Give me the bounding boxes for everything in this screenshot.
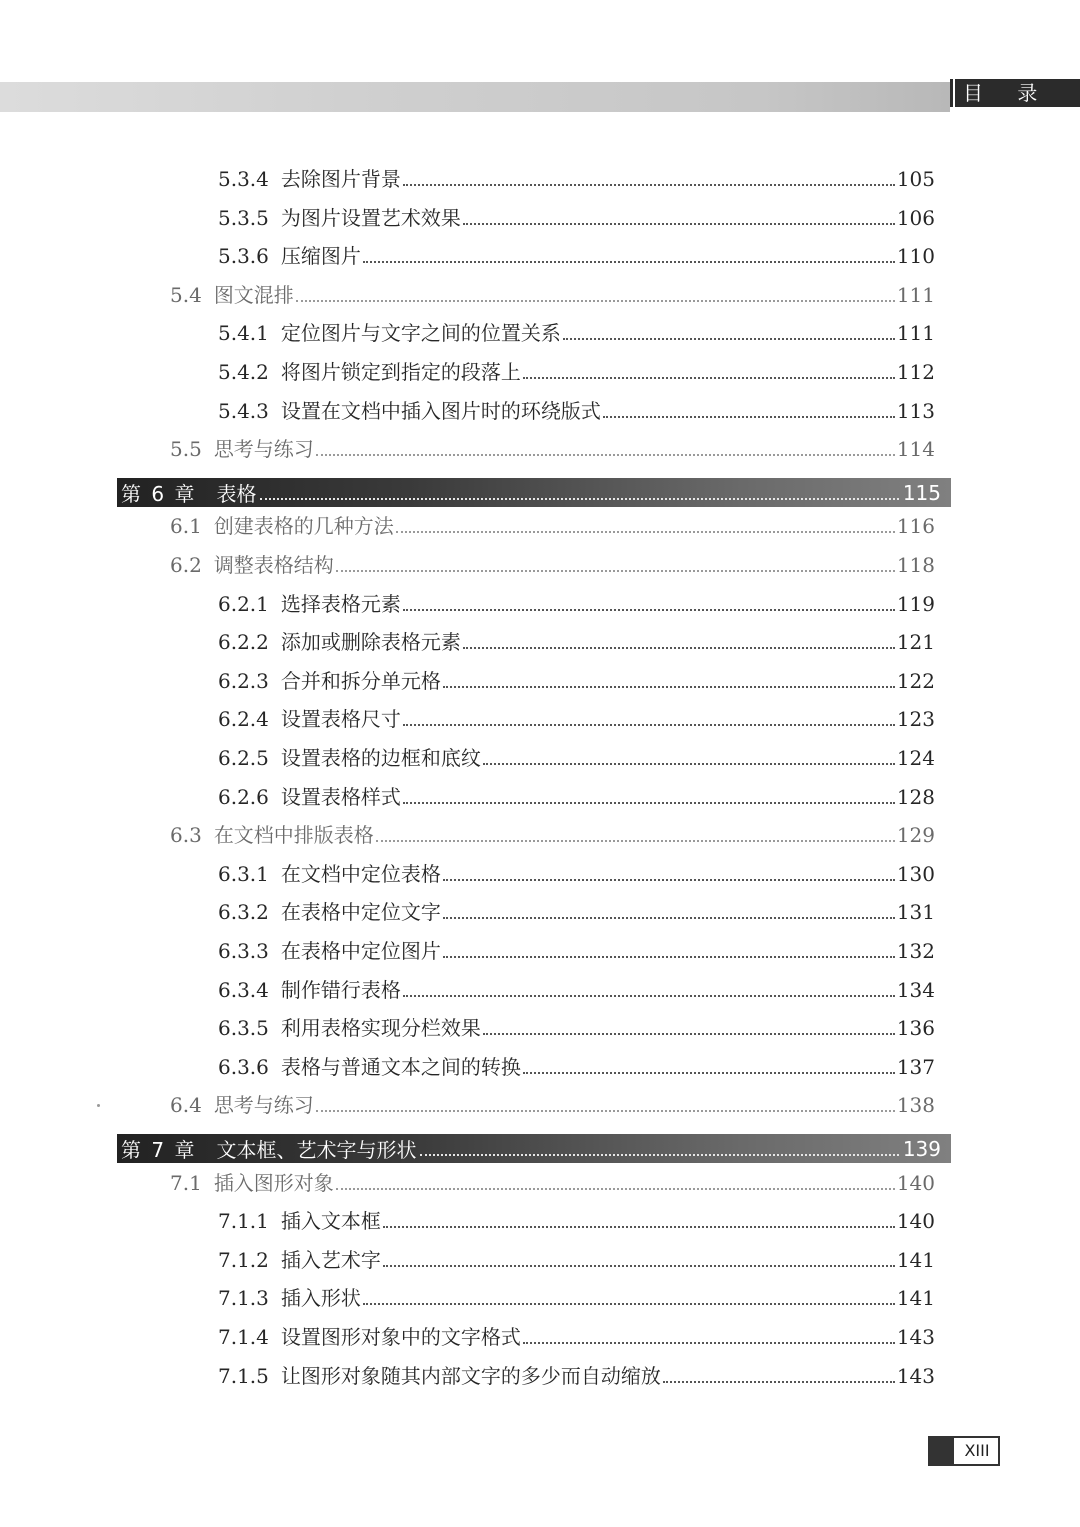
toc-section-row (170, 427, 935, 463)
entry-title: 插入图形对象 (213, 1171, 334, 1195)
toc-subsection-row (218, 1276, 935, 1312)
entry-page: 111 (896, 283, 935, 307)
toc-subsection-row (218, 736, 935, 772)
toc-chapter-row (117, 478, 951, 507)
entry-page: 110 (896, 244, 935, 268)
entry-page: 105 (896, 167, 935, 191)
entry-number: 7.1.5 (218, 1364, 269, 1388)
dot-leader (523, 1342, 895, 1344)
entry-page: 132 (896, 939, 935, 963)
dot-leader (316, 454, 895, 456)
entry-title: 图文混排 (213, 283, 294, 307)
entry-title: 设置表格尺寸 (280, 707, 401, 731)
dot-leader (563, 338, 895, 340)
chapter-page: 139 (902, 1136, 941, 1161)
toc-section-row (170, 1161, 935, 1197)
entry-number: 5.4.3 (218, 399, 269, 423)
entry-page: 124 (896, 746, 935, 770)
entry-page: 138 (896, 1093, 935, 1117)
entry-page: 122 (896, 669, 935, 693)
toc-subsection-row (218, 1354, 935, 1390)
entry-title: 设置在文档中插入图片时的环绕版式 (280, 399, 601, 423)
entry-title: 合并和拆分单元格 (280, 669, 441, 693)
entry-title: 在文档中定位表格 (280, 862, 441, 886)
section-label: 目 录 (955, 79, 1080, 107)
toc-section-row (170, 813, 935, 849)
toc-subsection-row (218, 196, 935, 232)
toc-section-row (170, 1083, 935, 1119)
chapter-title: 表格 (216, 482, 257, 506)
entry-page: 123 (896, 707, 935, 731)
entry-page: 118 (896, 553, 935, 577)
entry-number: 6.3.5 (218, 1016, 269, 1040)
page-number-shade (930, 1438, 954, 1464)
entry-number: 6.3.3 (218, 939, 269, 963)
toc-subsection-row (218, 929, 935, 965)
entry-number: 5.4.2 (218, 360, 269, 384)
entry-title: 制作错行表格 (280, 978, 401, 1002)
entry-number: 5.4.1 (218, 321, 269, 345)
entry-number: 7.1.3 (218, 1286, 269, 1310)
chapter-number: 第 7 章 (121, 1138, 197, 1162)
entry-title: 选择表格元素 (280, 592, 401, 616)
entry-page: 134 (896, 978, 935, 1002)
dot-leader (336, 1188, 895, 1190)
entry-number: 6.2.1 (218, 592, 269, 616)
scan-speck (97, 1104, 100, 1107)
entry-page: 116 (896, 514, 935, 538)
toc-subsection-row (218, 620, 935, 656)
entry-title: 在表格中定位文字 (280, 900, 441, 924)
dot-leader (463, 647, 895, 649)
toc-chapter-row (117, 1134, 951, 1163)
entry-title: 去除图片背景 (280, 167, 401, 191)
dot-leader (383, 1226, 895, 1228)
dot-leader (316, 1110, 895, 1112)
toc-subsection-row (218, 1315, 935, 1351)
toc-subsection-row (218, 968, 935, 1004)
toc-subsection-row (218, 582, 935, 618)
entry-number: 6.3.2 (218, 900, 269, 924)
dot-leader (383, 1265, 895, 1267)
entry-page: 119 (896, 592, 935, 616)
toc-section-row (170, 504, 935, 540)
entry-title: 在表格中定位图片 (280, 939, 441, 963)
dot-leader (443, 917, 895, 919)
entry-page: 111 (896, 321, 935, 345)
entry-number: 6.3.6 (218, 1055, 269, 1079)
toc-subsection-row (218, 389, 935, 425)
toc-subsection-row (218, 1199, 935, 1235)
entry-title: 思考与练习 (213, 1093, 314, 1117)
entry-number: 7.1.4 (218, 1325, 269, 1349)
dot-leader (296, 300, 895, 302)
toc-subsection-row (218, 852, 935, 888)
header-tab-edge (950, 79, 953, 107)
entry-number: 6.2 (170, 553, 202, 577)
dot-leader (663, 1381, 895, 1383)
entry-title: 在文档中排版表格 (213, 823, 374, 847)
entry-number: 6.2.4 (218, 707, 269, 731)
entry-title: 设置表格样式 (280, 785, 401, 809)
entry-title: 利用表格实现分栏效果 (280, 1016, 481, 1040)
dot-leader (403, 184, 895, 186)
entry-number: 6.2.6 (218, 785, 269, 809)
header-band (0, 82, 950, 112)
entry-page: 121 (896, 630, 935, 654)
entry-title: 插入形状 (280, 1286, 361, 1310)
entry-title: 将图片锁定到指定的段落上 (280, 360, 521, 384)
entry-title: 添加或删除表格元素 (280, 630, 461, 654)
dot-leader (336, 570, 895, 572)
entry-page: 114 (896, 437, 935, 461)
entry-title: 设置图形对象中的文字格式 (280, 1325, 521, 1349)
entry-page: 130 (896, 862, 935, 886)
entry-page: 141 (896, 1286, 935, 1310)
toc-subsection-row (218, 1238, 935, 1274)
toc-section-row (170, 273, 935, 309)
entry-page: 143 (896, 1364, 935, 1388)
entry-number: 6.2.2 (218, 630, 269, 654)
dot-leader (523, 377, 895, 379)
dot-leader (396, 531, 895, 533)
entry-page: 131 (896, 900, 935, 924)
toc-subsection-row (218, 775, 935, 811)
entry-number: 6.3 (170, 823, 202, 847)
dot-leader (463, 223, 895, 225)
entry-title: 为图片设置艺术效果 (280, 206, 461, 230)
entry-page: 128 (896, 785, 935, 809)
entry-page: 141 (896, 1248, 935, 1272)
entry-number: 5.5 (170, 437, 202, 461)
entry-number: 5.3.5 (218, 206, 269, 230)
dot-leader (403, 802, 895, 804)
entry-number: 6.4 (170, 1093, 202, 1117)
entry-title: 思考与练习 (213, 437, 314, 461)
entry-page: 140 (896, 1209, 935, 1233)
dot-leader (443, 686, 895, 688)
chapter-number: 第 6 章 (121, 482, 197, 506)
chapter-title: 文本框、艺术字与形状 (216, 1138, 417, 1162)
dot-leader (260, 498, 898, 500)
entry-title: 创建表格的几种方法 (213, 514, 394, 538)
entry-number: 5.3.6 (218, 244, 269, 268)
entry-page: 106 (896, 206, 935, 230)
dot-leader (420, 1154, 898, 1156)
toc-subsection-row (218, 1006, 935, 1042)
toc-subsection-row (218, 350, 935, 386)
dot-leader (483, 1033, 895, 1035)
page-number-box (928, 1436, 1000, 1466)
toc-section-row (170, 543, 935, 579)
dot-leader (403, 995, 895, 997)
toc-subsection-row (218, 890, 935, 926)
entry-page: 136 (896, 1016, 935, 1040)
chapter-page: 115 (902, 480, 941, 505)
entry-title: 压缩图片 (280, 244, 361, 268)
toc-subsection-row (218, 697, 935, 733)
dot-leader (403, 724, 895, 726)
entry-number: 6.2.5 (218, 746, 269, 770)
dot-leader (363, 1303, 895, 1305)
entry-title: 表格与普通文本之间的转换 (280, 1055, 521, 1079)
entry-title: 调整表格结构 (213, 553, 334, 577)
entry-page: 143 (896, 1325, 935, 1349)
entry-page: 112 (896, 360, 935, 384)
dot-leader (443, 879, 895, 881)
entry-number: 6.1 (170, 514, 202, 538)
dot-leader (403, 609, 895, 611)
entry-number: 5.3.4 (218, 167, 269, 191)
entry-title: 设置表格的边框和底纹 (280, 746, 481, 770)
toc-subsection-row (218, 1045, 935, 1081)
entry-title: 插入艺术字 (280, 1248, 381, 1272)
page-number: XIII (964, 1441, 990, 1460)
entry-number: 6.2.3 (218, 669, 269, 693)
entry-number: 7.1 (170, 1171, 202, 1195)
entry-title: 插入文本框 (280, 1209, 381, 1233)
entry-page: 137 (896, 1055, 935, 1079)
toc-subsection-row (218, 311, 935, 347)
dot-leader (376, 840, 895, 842)
toc-subsection-row (218, 234, 935, 270)
entry-number: 7.1.2 (218, 1248, 269, 1272)
entry-number: 5.4 (170, 283, 202, 307)
dot-leader (363, 261, 895, 263)
entry-number: 6.3.1 (218, 862, 269, 886)
entry-title: 让图形对象随其内部文字的多少而自动缩放 (280, 1364, 661, 1388)
entry-title: 定位图片与文字之间的位置关系 (280, 321, 561, 345)
entry-page: 113 (896, 399, 935, 423)
toc-subsection-row (218, 157, 935, 193)
entry-number: 6.3.4 (218, 978, 269, 1002)
entry-number: 7.1.1 (218, 1209, 269, 1233)
toc-subsection-row (218, 659, 935, 695)
entry-page: 129 (896, 823, 935, 847)
dot-leader (443, 956, 895, 958)
dot-leader (603, 416, 895, 418)
dot-leader (523, 1072, 895, 1074)
dot-leader (483, 763, 895, 765)
entry-page: 140 (896, 1171, 935, 1195)
